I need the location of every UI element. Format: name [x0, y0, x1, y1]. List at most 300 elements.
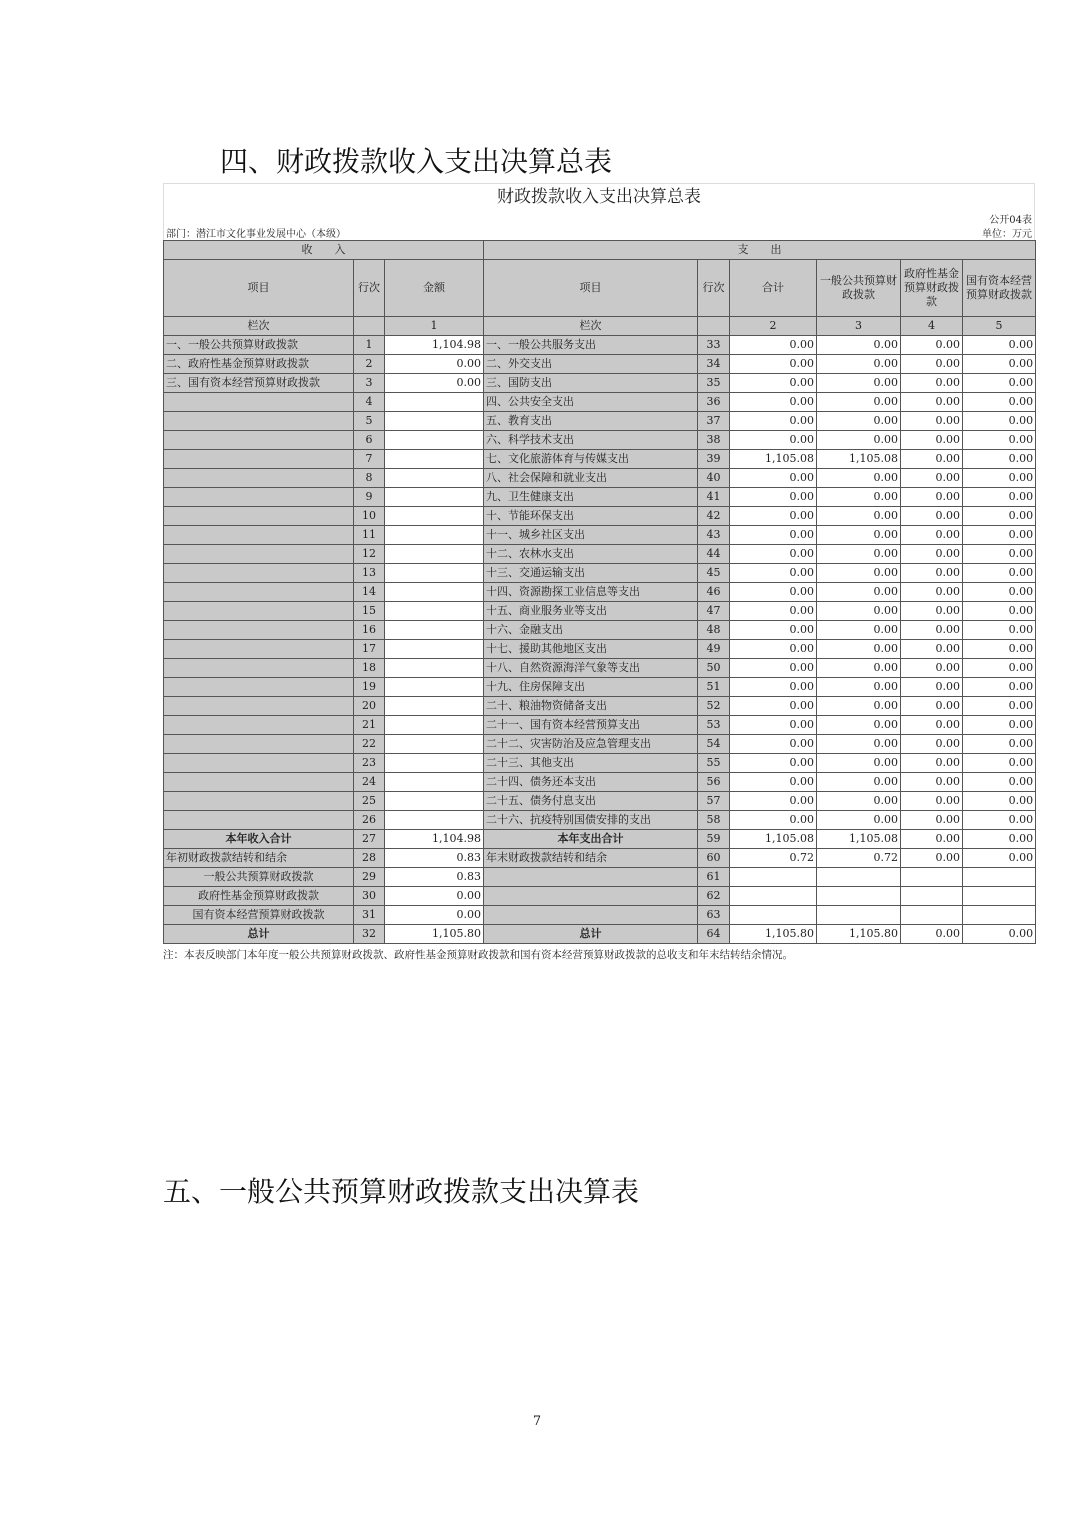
- cell: 0.00: [901, 754, 963, 773]
- cell: 32: [354, 925, 385, 944]
- cell: [385, 754, 484, 773]
- cell: 总计: [484, 925, 698, 944]
- cell: [164, 431, 354, 450]
- cell: 0.00: [901, 621, 963, 640]
- cell: 0.00: [817, 355, 901, 374]
- cell: 0.00: [730, 716, 817, 735]
- cell: [385, 792, 484, 811]
- cell: 1,105.80: [730, 925, 817, 944]
- cell: 十、节能环保支出: [484, 507, 698, 526]
- cell: 0.00: [817, 374, 901, 393]
- table-row: [164, 659, 1036, 678]
- table-row: [164, 678, 1036, 697]
- cell: 二、政府性基金预算财政拨款: [164, 355, 354, 374]
- cell: 二十一、国有资本经营预算支出: [484, 716, 698, 735]
- cell: [385, 469, 484, 488]
- cell: 58: [698, 811, 730, 830]
- table-row: [164, 773, 1036, 792]
- cell: 0.00: [817, 545, 901, 564]
- table-row: [164, 469, 1036, 488]
- cell: [385, 507, 484, 526]
- cell: 一、一般公共预算财政拨款: [164, 336, 354, 355]
- cell: 0.00: [901, 697, 963, 716]
- cell: 八、社会保障和就业支出: [484, 469, 698, 488]
- cell: 0.00: [963, 602, 1036, 621]
- cell: 0.00: [901, 830, 963, 849]
- cell: 53: [698, 716, 730, 735]
- cell: 0.00: [963, 640, 1036, 659]
- group-header-row: [164, 241, 1036, 260]
- cell: 0.00: [963, 355, 1036, 374]
- cell: [164, 469, 354, 488]
- col-num: 4: [901, 317, 963, 336]
- cell: [385, 526, 484, 545]
- cell: 0.00: [901, 583, 963, 602]
- cell: [385, 564, 484, 583]
- cell: 0.72: [817, 849, 901, 868]
- cell: 0.00: [730, 526, 817, 545]
- cell: [164, 621, 354, 640]
- cell: 年初财政拨款结转和结余: [164, 849, 354, 868]
- cell: 0.00: [963, 697, 1036, 716]
- cell: 61: [698, 868, 730, 887]
- meta-row: [163, 224, 1035, 240]
- cell: 60: [698, 849, 730, 868]
- cell: 0.00: [730, 602, 817, 621]
- cell: 十八、自然资源海洋气象等支出: [484, 659, 698, 678]
- table-row: [164, 393, 1036, 412]
- cell: 十九、住房保障支出: [484, 678, 698, 697]
- cell: 0.00: [817, 583, 901, 602]
- cell: 63: [698, 906, 730, 925]
- cell: 3: [354, 374, 385, 393]
- cell: 三、国有资本经营预算财政拨款: [164, 374, 354, 393]
- cell: 1,105.80: [385, 925, 484, 944]
- table-row: [164, 374, 1036, 393]
- cell: 12: [354, 545, 385, 564]
- cell: 44: [698, 545, 730, 564]
- cell: 22: [354, 735, 385, 754]
- cell: 0.00: [901, 507, 963, 526]
- col-gov-fund: 政府性基金预算财政拨款: [901, 260, 963, 317]
- cell: 二十六、抗疫特别国债安排的支出: [484, 811, 698, 830]
- cell: 0.00: [730, 792, 817, 811]
- cell: 26: [354, 811, 385, 830]
- income-header: 收 入: [164, 241, 484, 260]
- cell: 51: [698, 678, 730, 697]
- cell: 1,104.98: [385, 830, 484, 849]
- cell: 20: [354, 697, 385, 716]
- cell: 0.00: [963, 849, 1036, 868]
- cell: 1: [354, 336, 385, 355]
- cell: 总计: [164, 925, 354, 944]
- cell: 十三、交通运输支出: [484, 564, 698, 583]
- table-row: [164, 792, 1036, 811]
- cell: 34: [698, 355, 730, 374]
- cell: [164, 412, 354, 431]
- col-num: 3: [817, 317, 901, 336]
- cell: 0.00: [963, 811, 1036, 830]
- column-number-row: [164, 317, 1036, 336]
- cell: [164, 526, 354, 545]
- cell: 0.00: [963, 545, 1036, 564]
- cell: 0.00: [963, 393, 1036, 412]
- cell: [164, 659, 354, 678]
- cell: 16: [354, 621, 385, 640]
- cell: 0.00: [817, 431, 901, 450]
- column-header-row: [164, 260, 1036, 317]
- cell: 十四、资源勘探工业信息等支出: [484, 583, 698, 602]
- cell: 39: [698, 450, 730, 469]
- cell: 0.00: [817, 659, 901, 678]
- cell: 0.00: [817, 526, 901, 545]
- cell: 9: [354, 488, 385, 507]
- cell: [385, 640, 484, 659]
- cell: 七、文化旅游体育与传媒支出: [484, 450, 698, 469]
- cell: 二十五、债务付息支出: [484, 792, 698, 811]
- cell: 0.00: [817, 621, 901, 640]
- cell: 10: [354, 507, 385, 526]
- cell: 55: [698, 754, 730, 773]
- cell: 二十四、债务还本支出: [484, 773, 698, 792]
- cell: [385, 735, 484, 754]
- cell: 0.00: [730, 431, 817, 450]
- page-number: 7: [532, 1414, 542, 1429]
- cell: 0.00: [963, 450, 1036, 469]
- cell: 0.00: [963, 830, 1036, 849]
- cell: [385, 412, 484, 431]
- cell: 7: [354, 450, 385, 469]
- cell: 1,105.08: [817, 830, 901, 849]
- cell: 28: [354, 849, 385, 868]
- cell: 8: [354, 469, 385, 488]
- cell: 六、科学技术支出: [484, 431, 698, 450]
- table-row: [164, 507, 1036, 526]
- cell: 0.00: [963, 488, 1036, 507]
- cell: 11: [354, 526, 385, 545]
- cell: 0.00: [385, 355, 484, 374]
- cell: 0.00: [901, 811, 963, 830]
- cell: 0.00: [963, 431, 1036, 450]
- cell: 0.00: [730, 697, 817, 716]
- cell: 4: [354, 393, 385, 412]
- cell: 0.00: [901, 374, 963, 393]
- cell: 18: [354, 659, 385, 678]
- cell: 0.00: [817, 697, 901, 716]
- cell: 0.00: [901, 716, 963, 735]
- cell: [164, 773, 354, 792]
- table-row: [164, 640, 1036, 659]
- table-row-carry: [164, 849, 1036, 868]
- cell: 5: [354, 412, 385, 431]
- cell: 0.00: [817, 488, 901, 507]
- cell: 6: [354, 431, 385, 450]
- col-state-capital: 国有资本经营预算财政拨款: [963, 260, 1036, 317]
- cell: 0.00: [730, 393, 817, 412]
- cell: [385, 773, 484, 792]
- cell: 0.00: [901, 393, 963, 412]
- cell: 0.00: [730, 811, 817, 830]
- cell: 40: [698, 469, 730, 488]
- cell: 二十、粮油物资储备支出: [484, 697, 698, 716]
- col-exp-item: 项目: [484, 260, 698, 317]
- cell: 0.00: [730, 507, 817, 526]
- section-heading-4: 四、财政拨款收入支出决算总表: [220, 145, 613, 178]
- cell: 0.00: [963, 792, 1036, 811]
- table-row: [164, 526, 1036, 545]
- cell: 0.00: [901, 602, 963, 621]
- table-row: [164, 583, 1036, 602]
- cell: 0.00: [817, 507, 901, 526]
- cell: 本年收入合计: [164, 830, 354, 849]
- cell: 0.00: [901, 925, 963, 944]
- cell: 0.00: [730, 374, 817, 393]
- cell: 0.00: [963, 469, 1036, 488]
- cell: 45: [698, 564, 730, 583]
- table-note: 注：本表反映部门本年度一般公共预算财政拨款、政府性基金预算财政拨款和国有资本经营预算财政拨款的总收支和年末结转结余情况。: [163, 949, 793, 961]
- cell: 0.00: [901, 564, 963, 583]
- cell: 0.00: [817, 469, 901, 488]
- cell: 0.00: [817, 602, 901, 621]
- cell: 0.00: [901, 355, 963, 374]
- cell: [164, 488, 354, 507]
- cell: 0.00: [730, 488, 817, 507]
- cell: 0.72: [730, 849, 817, 868]
- cell: [164, 507, 354, 526]
- cell: 0.00: [730, 754, 817, 773]
- cell: 0.00: [901, 678, 963, 697]
- cell: 0.00: [901, 849, 963, 868]
- table-row: [164, 754, 1036, 773]
- cell: 64: [698, 925, 730, 944]
- cell: 0.00: [901, 773, 963, 792]
- table-row-carry-sub: [164, 887, 1036, 906]
- cell: 0.00: [730, 583, 817, 602]
- cell: 0.00: [817, 735, 901, 754]
- cell: 本年支出合计: [484, 830, 698, 849]
- table-row-carry-sub: [164, 868, 1036, 887]
- cell: [385, 450, 484, 469]
- cell: 二、外交支出: [484, 355, 698, 374]
- cell: 0.00: [901, 488, 963, 507]
- unit-label: 单位：万元: [982, 229, 1032, 240]
- cell: 0.00: [730, 564, 817, 583]
- cell: 0.00: [901, 792, 963, 811]
- cell: 0.00: [817, 564, 901, 583]
- cell: 56: [698, 773, 730, 792]
- cell: 二十二、灾害防治及应急管理支出: [484, 735, 698, 754]
- cell: 33: [698, 336, 730, 355]
- cell: 0.00: [730, 640, 817, 659]
- cell: [385, 431, 484, 450]
- cell: [164, 450, 354, 469]
- cell: [164, 678, 354, 697]
- cell: 0.00: [901, 431, 963, 450]
- cell: 0.00: [817, 393, 901, 412]
- table-row: [164, 545, 1036, 564]
- cell: 0.00: [385, 887, 484, 906]
- table-row: [164, 431, 1036, 450]
- col-general: 一般公共预算财政拨款: [817, 260, 901, 317]
- cell: 0.00: [817, 773, 901, 792]
- col-num: 1: [385, 317, 484, 336]
- department-label: 部门：潜江市文化事业发展中心（本级）: [166, 229, 346, 240]
- table-row: [164, 450, 1036, 469]
- cell: 0.00: [817, 716, 901, 735]
- col-total: 合计: [730, 260, 817, 317]
- cell: 0.00: [730, 773, 817, 792]
- table-row: [164, 488, 1036, 507]
- cell: 0.00: [730, 355, 817, 374]
- section-heading-5: 五、一般公共预算财政拨款支出决算表: [163, 1175, 640, 1208]
- cell: [164, 545, 354, 564]
- cell: [385, 811, 484, 830]
- cell: 0.00: [730, 659, 817, 678]
- cell: 36: [698, 393, 730, 412]
- col-label: 栏次: [164, 317, 354, 336]
- cell: 0.00: [963, 621, 1036, 640]
- cell: 0.00: [730, 469, 817, 488]
- cell: [385, 545, 484, 564]
- table-row: [164, 412, 1036, 431]
- cell: 九、卫生健康支出: [484, 488, 698, 507]
- table-row: [164, 602, 1036, 621]
- cell: 0.00: [817, 412, 901, 431]
- cell: [164, 393, 354, 412]
- col-label: 栏次: [484, 317, 698, 336]
- cell: 0.00: [817, 811, 901, 830]
- cell: 十七、援助其他地区支出: [484, 640, 698, 659]
- cell: 十二、农林水支出: [484, 545, 698, 564]
- cell: 三、国防支出: [484, 374, 698, 393]
- cell: 0.00: [730, 735, 817, 754]
- cell: 59: [698, 830, 730, 849]
- cell: 0.00: [385, 906, 484, 925]
- cell: 29: [354, 868, 385, 887]
- cell: [385, 488, 484, 507]
- cell: 42: [698, 507, 730, 526]
- cell: 0.00: [901, 659, 963, 678]
- cell: 政府性基金预算财政拨款: [164, 887, 354, 906]
- cell: 十六、金融支出: [484, 621, 698, 640]
- cell: [385, 621, 484, 640]
- cell: 0.00: [963, 773, 1036, 792]
- cell: 一般公共预算财政拨款: [164, 868, 354, 887]
- cell: 1,105.08: [730, 830, 817, 849]
- cell: [385, 697, 484, 716]
- cell: 0.00: [963, 412, 1036, 431]
- cell: 0.00: [817, 792, 901, 811]
- cell: 0.00: [901, 469, 963, 488]
- form-code-row: [163, 210, 1035, 224]
- table-row: [164, 355, 1036, 374]
- cell: 四、公共安全支出: [484, 393, 698, 412]
- cell: 年末财政拨款结转和结余: [484, 849, 698, 868]
- cell: 0.00: [817, 336, 901, 355]
- cell: [164, 754, 354, 773]
- cell: 37: [698, 412, 730, 431]
- cell: 0.00: [730, 412, 817, 431]
- cell: [385, 393, 484, 412]
- cell: 17: [354, 640, 385, 659]
- form-code: 公开04表: [989, 215, 1032, 226]
- table-row: [164, 735, 1036, 754]
- table-row: [164, 336, 1036, 355]
- cell: 0.00: [963, 583, 1036, 602]
- table-row: [164, 811, 1036, 830]
- cell: 0.00: [730, 678, 817, 697]
- cell: 0.00: [963, 735, 1036, 754]
- cell: 0.00: [963, 374, 1036, 393]
- cell: 二十三、其他支出: [484, 754, 698, 773]
- cell: 25: [354, 792, 385, 811]
- cell: 27: [354, 830, 385, 849]
- cell: 2: [354, 355, 385, 374]
- table-title: 财政拨款收入支出决算总表: [163, 183, 1035, 210]
- cell: 0.00: [730, 336, 817, 355]
- cell: 0.00: [963, 659, 1036, 678]
- table-row: [164, 621, 1036, 640]
- cell: 0.00: [963, 754, 1036, 773]
- cell: [164, 716, 354, 735]
- cell: [164, 811, 354, 830]
- cell: 0.00: [730, 545, 817, 564]
- cell: 1,105.08: [817, 450, 901, 469]
- col-exp-line: 行次: [698, 260, 730, 317]
- cell: 0.00: [963, 716, 1036, 735]
- cell: 50: [698, 659, 730, 678]
- table-row: [164, 564, 1036, 583]
- cell: 46: [698, 583, 730, 602]
- col-item: 项目: [164, 260, 354, 317]
- cell: 31: [354, 906, 385, 925]
- cell: [385, 678, 484, 697]
- cell: 0.00: [817, 640, 901, 659]
- cell: 21: [354, 716, 385, 735]
- cell: 0.83: [385, 849, 484, 868]
- expense-header: 支 出: [484, 241, 1036, 260]
- cell: 1,105.08: [730, 450, 817, 469]
- budget-table: [163, 240, 1036, 944]
- col-num: 5: [963, 317, 1036, 336]
- cell: 0.83: [385, 868, 484, 887]
- cell: 0.00: [817, 678, 901, 697]
- cell: 41: [698, 488, 730, 507]
- cell: 0.00: [901, 336, 963, 355]
- cell: 0.00: [901, 526, 963, 545]
- cell: 0.00: [963, 526, 1036, 545]
- col-line: 行次: [354, 260, 385, 317]
- cell: 0.00: [901, 735, 963, 754]
- cell: [164, 640, 354, 659]
- table-row: [164, 716, 1036, 735]
- cell: [164, 602, 354, 621]
- cell: 54: [698, 735, 730, 754]
- cell: 0.00: [901, 640, 963, 659]
- cell: 24: [354, 773, 385, 792]
- cell: 57: [698, 792, 730, 811]
- cell: 14: [354, 583, 385, 602]
- table-row-carry-sub: [164, 906, 1036, 925]
- cell: 国有资本经营预算财政拨款: [164, 906, 354, 925]
- cell: 一、一般公共服务支出: [484, 336, 698, 355]
- cell: 0.00: [817, 754, 901, 773]
- cell: 0.00: [963, 925, 1036, 944]
- cell: 0.00: [730, 621, 817, 640]
- cell: [385, 716, 484, 735]
- budget-sheet: [163, 183, 1035, 962]
- cell: 30: [354, 887, 385, 906]
